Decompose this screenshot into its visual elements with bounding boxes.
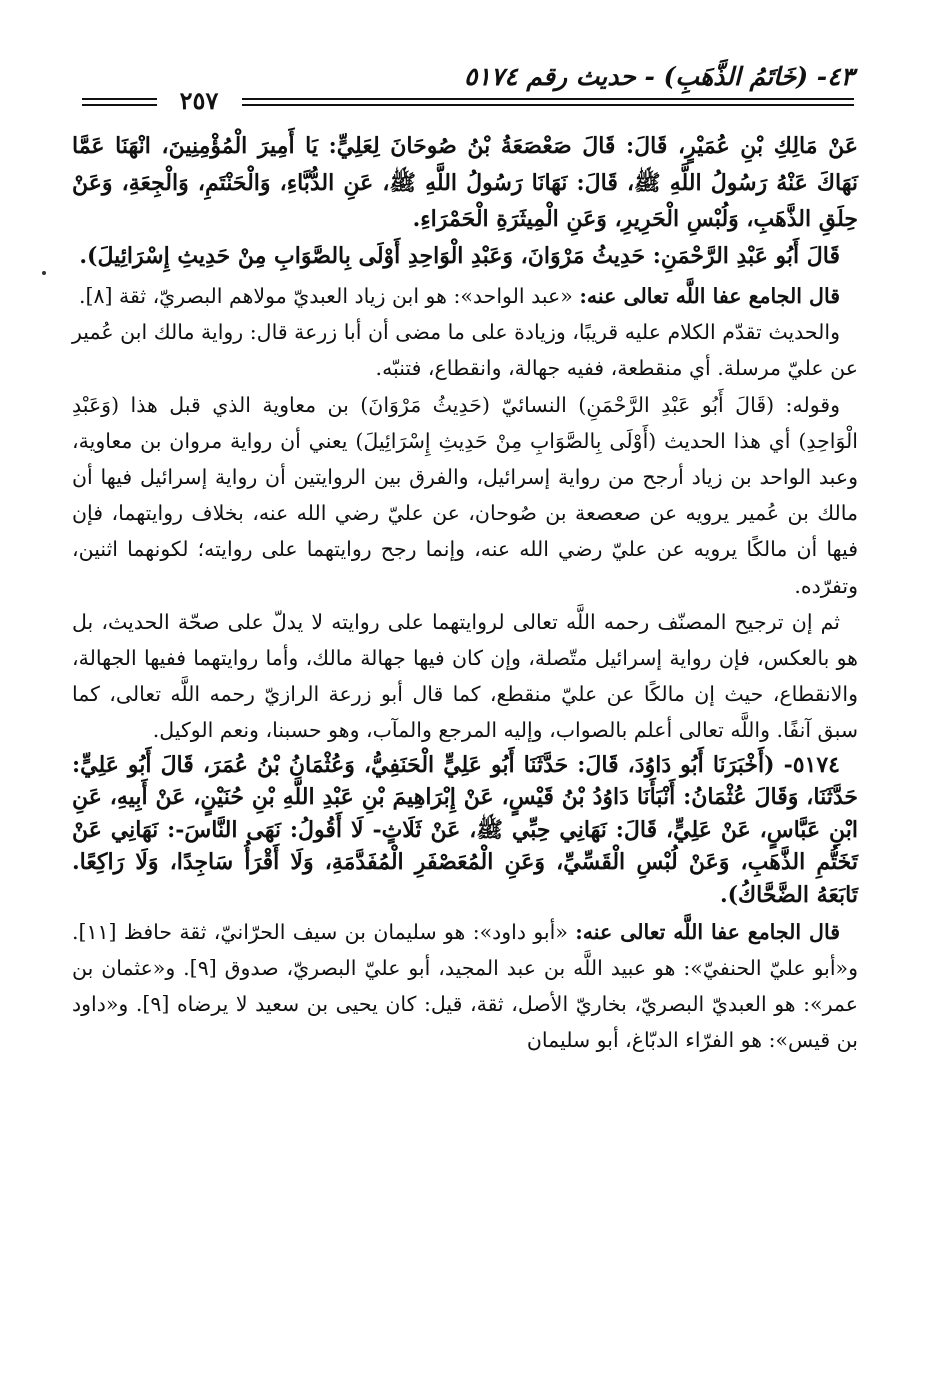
- header-rule-right-bottom: [242, 104, 854, 106]
- hadith-5174: ٥١٧٤- (أَخْبَرَنَا أَبُو دَاوُدَ، قَالَ: حَدَّثَنَا أَبُو عَلِيٍّ الْحَنَفِيُّ، وَعُثْمَانُ بْنُ عُمَرَ، قَالَ أَبُو عَلِيٍّ: حَدَّثَنَا، وَقَالَ عُثْمَانُ: أَنْبَأَنَا دَاوُدُ بْنُ قَيْسٍ، عَنْ إِبْرَاهِيمَ بْنِ عَبْدِ اللَّهِ بْنِ حُنَيْنٍ، عَنْ أَبِيهِ، عَنِ ابْنِ عَبَّاسٍ، عَنْ عَلِيٍّ، قَالَ: نَهَانِي حِبِّي ﷺ، عَنْ ثَلَاثٍ- لَا أَقُولُ: نَهَى النَّاسَ-: نَهَانِي عَنْ تَخَتُّمِ الذَّهَبِ، وَعَنْ لُبْسِ الْقَسِّيِّ، وَعَنِ الْمُعَصْفَرِ الْمُفَدَّمَةِ، وَلَا أَقْرَأُ سَاجِدًا، وَلَا رَاكِعًا. تَابَعَهُ الضَّحَّاكُ).: [72, 751, 858, 908]
- hadith-author-remark: قَالَ أَبُو عَبْدِ الرَّحْمَنِ: حَدِيثُ مَرْوَانَ، وَعَبْدِ الْوَاحِدِ أَوْلَى بِالصَّوَابِ مِنْ حَدِيثِ إِسْرَائِيلَ).: [79, 242, 840, 269]
- commentary-paragraph: وقوله: (قَالَ أَبُو عَبْدِ الرَّحْمَنِ) النسائيّ (حَدِيثُ مَرْوَانَ) بن معاوية الذي قبل هذا (وَعَبْدِ الْوَاحِدِ) أي هذا الحديث (أَوْلَى بِالصَّوَابِ مِنْ حَدِيثِ إِسْرَائِيلَ) يعني أن رواية مروان بن معاوية، وعبد الواحد بن زياد أرجح من رواية إسرائيل، والفرق بين الروايتين أن رواية إسرائيل فيها أن مالك بن عُمير يرويه عن صعصعة بن صُوحان، عن عليّ رضي الله عنه، بخلاف روايتهما، فإن فيها أن مالكًا يرويه عن عليّ رضي الله عنه، وإنما رجح روايتهما على روايته؛ لكونهما اثنين، وتفرّده.: [72, 392, 858, 598]
- header-rule-left-top: [82, 98, 157, 100]
- commentary-text: «عبد الواحد»: هو ابن زياد العبديّ مولاهم البصريّ، ثقة [٨].: [78, 284, 580, 308]
- chapter-title: ٤٣- (خَاتَمُ الذَّهَبِ) - حديث رقم ٥١٧٤: [463, 62, 854, 91]
- commentary-lead: قال الجامع عفا اللَّه تعالى عنه:: [579, 284, 840, 308]
- page-body: [72, 128, 858, 1058]
- commentary-paragraph: [72, 915, 858, 1058]
- header-rule-right-top: [242, 98, 854, 100]
- page-header: [82, 62, 854, 115]
- commentary-paragraph: ثم إن ترجيح المصنّف رحمه اللَّه تعالى لروايتهما على روايته لا يدلّ على صحّة الحديث، بل هو بالعكس، فإن رواية إسرائيل متّصلة، وإن كان فيها جهالة مالك، وأما روايتهما ففيها الجهالة، والانقطاع، حيث إن مالكًا عن عليّ منقطع، كما قال أبو زرعة الرازيّ رحمه اللَّه تعالى، كما سبق آنفًا. واللَّه تعالى أعلم بالصواب، وإليه المرجع والمآب، وهو حسبنا، ونعم الوكيل.: [72, 609, 858, 743]
- commentary-text: «أبو داود»: هو سليمان بن سيف الحرّانيّ، ثقة حافظ [١١]. و«أبو عليّ الحنفيّ»: هو عبيد اللَّه بن عبد المجيد، أبو عليّ البصريّ، صدوق [٩]. و«عثمان بن عمر»: هو العبديّ البصريّ، بخاريّ الأصل، ثقة، قيل: كان يحيى بن سعيد لا يرضاه [٩]. و«داود بن قيس»: هو الفرّاء الدبّاغ، أبو سليمان: [72, 920, 858, 1052]
- header-rule-left-bottom: [82, 104, 157, 106]
- commentary-paragraph: والحديث تقدّم الكلام عليه قريبًا، وزيادة على ما مضى أن أبا زرعة قال: رواية مالك ابن عُمير عن عليّ مرسلة. أي منقطعة، ففيه جهالة، وانقطاع، فتنبّه.: [72, 320, 858, 381]
- commentary-lead: قال الجامع عفا اللَّه تعالى عنه:: [575, 920, 840, 945]
- margin-dot: [42, 271, 46, 275]
- hadith-text-continued: عَنْ مَالِكِ بْنِ عُمَيْرٍ، قَالَ: قَالَ صَعْصَعَةُ بْنُ صُوحَانَ لِعَلِيٍّ: يَا أَمِيرَ الْمُؤْمِنِينَ، انْهَنَا عَمَّا نَهَاكَ عَنْهُ رَسُولُ اللَّهِ ﷺ، قَالَ: نَهَانَا رَسُولُ اللَّهِ ﷺ، عَنِ الدُّبَّاءِ، وَالْحَنْتَمِ، وَالْجِعَةِ، وَعَنْ حِلَقِ الذَّهَبِ، وَلُبْسِ الْحَرِيرِ، وَعَنِ الْمِيثَرَةِ الْحَمْرَاءِ.: [72, 133, 858, 232]
- page-number: ٢٥٧: [179, 86, 219, 115]
- commentary-paragraph: [72, 278, 858, 314]
